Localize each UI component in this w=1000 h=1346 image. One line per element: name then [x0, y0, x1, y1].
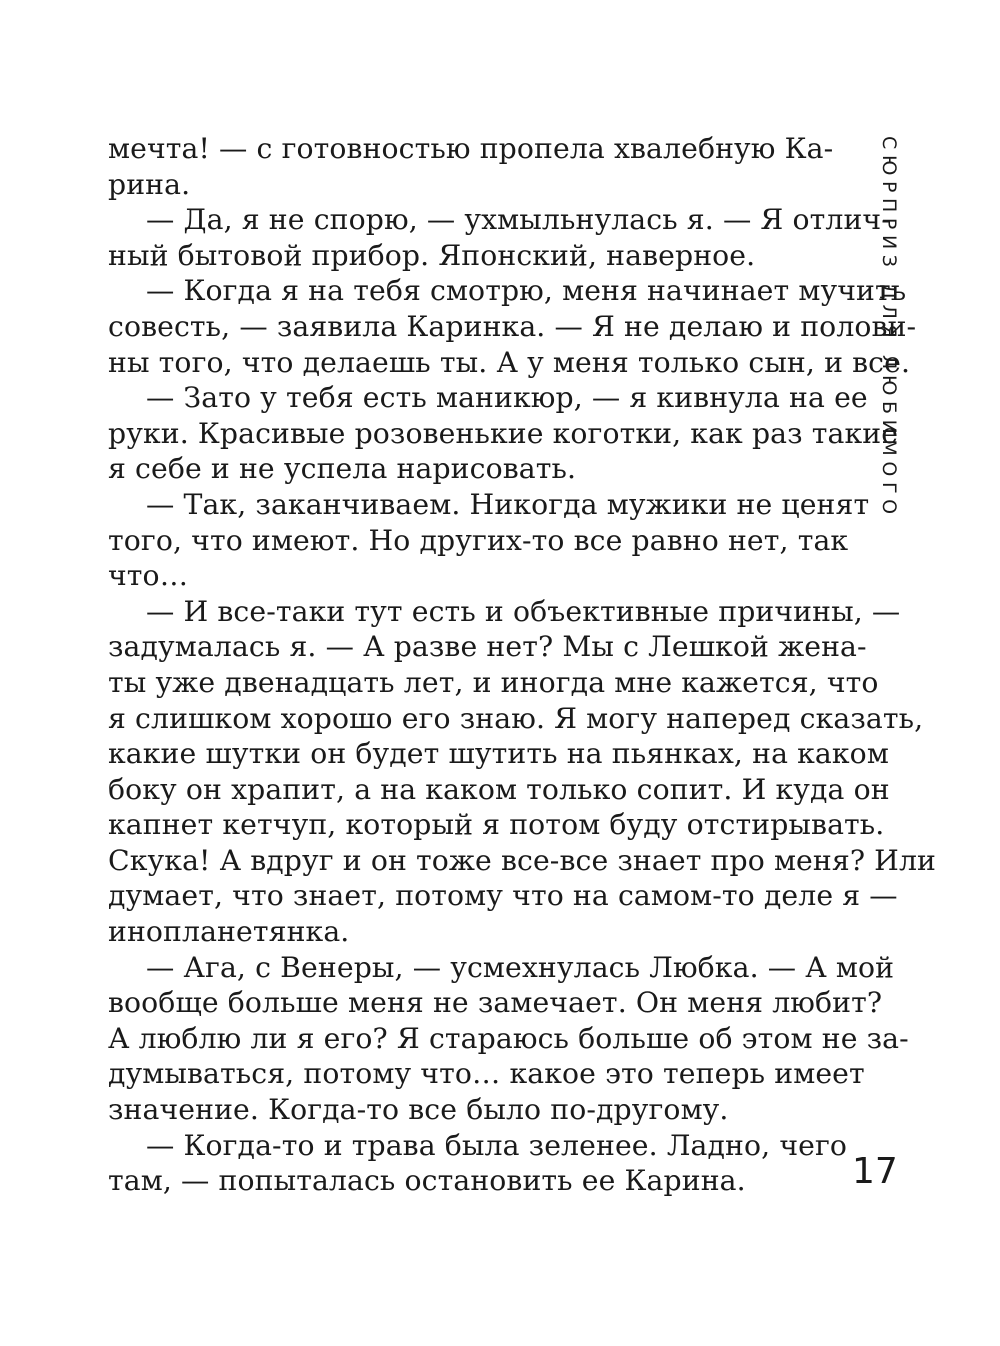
text-line: что…: [108, 559, 189, 593]
text-line: — Зато у тебя есть маникюр, — я кивнула на ее: [146, 381, 868, 415]
text-line: — Когда-то и трава была зеленее. Ладно, чего: [146, 1128, 848, 1162]
text-line: боку он храпит, а на каком только сопит. И куда он: [108, 772, 890, 806]
text-line: А люблю ли я его? Я стараюсь больше об этом не за-: [108, 1021, 909, 1055]
text-line: там, — попыталась остановить ее Карина.: [108, 1164, 746, 1198]
text-line: значение. Когда-то все было по-другому.: [108, 1093, 729, 1127]
text-line: совесть, — заявила Каринка. — Я не делаю и полови-: [108, 309, 917, 343]
text-line: — Так, заканчиваем. Никогда мужики не ценят: [146, 487, 870, 521]
text-line: — И все-таки тут есть и объективные причины, —: [146, 594, 901, 628]
text-line: — Ага, с Венеры, — усмехнулась Любка. — А мой: [146, 950, 895, 984]
text-line: того, что имеют. Но других-то все равно нет, так: [108, 523, 849, 557]
text-line: капнет кетчуп, который я потом буду отстирывать.: [108, 808, 885, 842]
text-line: — Когда я на тебя смотрю, меня начинает мучить: [146, 274, 907, 308]
text-line: думываться, потому что… какое это теперь имеет: [108, 1057, 865, 1091]
running-title: СЮРПРИЗ ДЛЯ ЛЮБИМОГО: [878, 136, 900, 520]
text-line: ты уже двенадцать лет, и иногда мне кажется, что: [108, 665, 879, 699]
text-line: задумалась я. — А разве нет? Мы с Лешкой жена-: [108, 630, 867, 664]
text-line: я слишком хорошо его знаю. Я могу наперед сказать,: [108, 701, 924, 735]
text-line: думает, что знает, потому что на самом-то деле я —: [108, 879, 898, 913]
text-line: руки. Красивые розовенькие коготки, как раз такие: [108, 416, 899, 450]
text-line: вообще больше меня не замечает. Он меня любит?: [108, 986, 883, 1020]
text-line: ны того, что делаешь ты. А у меня только сын, и все.: [108, 345, 911, 379]
text-line: Скука! А вдруг и он тоже все-все знает про меня? Или: [108, 843, 936, 877]
text-line: рина.: [108, 167, 191, 201]
page-number: 17: [852, 1151, 898, 1192]
text-line: я себе и не успела нарисовать.: [108, 452, 577, 486]
text-line: — Да, я не спорю, — ухмыльнулась я. — Я отлич-: [146, 203, 891, 237]
text-line: ный бытовой прибор. Японский, наверное.: [108, 238, 756, 272]
text-line: инопланетянка.: [108, 915, 350, 949]
text-line: какие шутки он будет шутить на пьянках, на каком: [108, 737, 889, 771]
text-line: мечта! — с готовностью пропела хвалебную Ка-: [108, 132, 834, 165]
